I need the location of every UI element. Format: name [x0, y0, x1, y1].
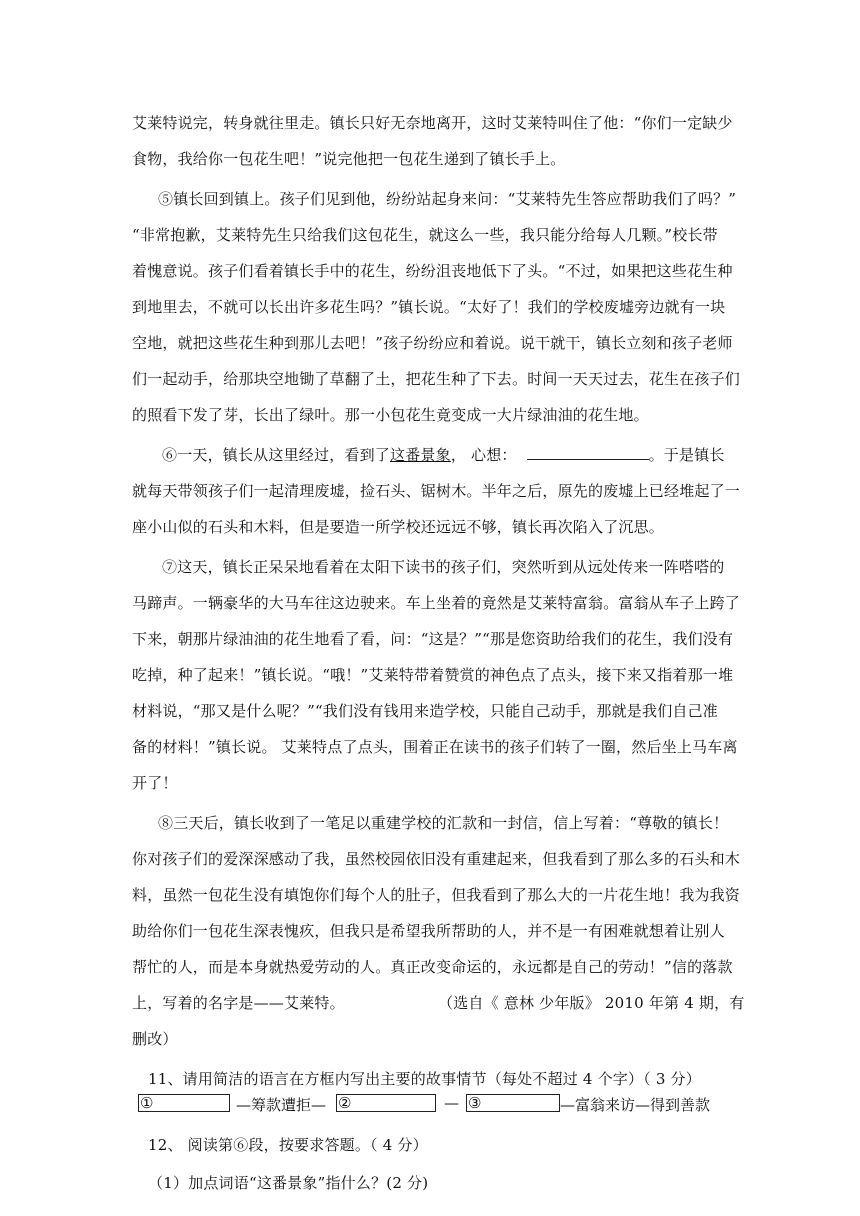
text-line: 备的材料！”镇长说。 艾莱特点了点头，围着正在读书的孩子们转了一圈，然后坐上马车离: [132, 738, 738, 756]
source-line-left: 上，写着的名字是——艾莱特。: [132, 994, 345, 1012]
source-citation: （选自《 意林 少年版》 2010 年第 4 期，有: [438, 994, 745, 1012]
text-line: 助给你们一包花生深表愧疚，但我只是希望我所帮助的人，并不是一有困难就想着让别人: [132, 922, 725, 940]
separator-text: —筹款遭拒—: [236, 1096, 327, 1114]
text-line: 到地里去，不就可以长出许多花生吗？”镇长说。“太好了！我们的学校废墟旁边就有一块: [132, 298, 726, 316]
text-line: 的照看下发了芽，长出了绿叶。那一小包花生竟变成一大片绿油油的花生地。: [132, 406, 649, 424]
text-fragment: ⑥一天，镇长从这里经过，看到了: [162, 446, 391, 464]
text-line: ⑦这天，镇长正呆呆地看着在太阳下读书的孩子们，突然听到从远处传来一阵嗒嗒的: [162, 558, 725, 576]
underlined-phrase: 这番景象: [390, 446, 451, 464]
text-line: 就每天带领孩子们一起清理废墟，捡石头、锯树木。半年之后，原先的废墟上已经堆起了一: [132, 482, 741, 500]
text-fragment: ， 心想：: [450, 446, 517, 464]
text-line: 着愧意说。孩子们看着镇长手中的花生，纷纷沮丧地低下了头。“不过，如果把这些花生种: [132, 262, 733, 280]
text-line: 你对孩子们的爱深深感动了我，虽然校园依旧没有重建起来，但我看到了那么多的石头和木: [132, 850, 741, 868]
text-line: 开了！: [132, 774, 178, 792]
text-line: 马蹄声。一辆豪华的大马车往这边驶来。车上坐着的竟然是艾莱特富翁。富翁从车子上跨了: [132, 594, 741, 612]
text-line: 下来，朝那片绿油油的花生地看了看，问：“这是？”“那是您资助给我们的花生，我们没有: [132, 630, 734, 648]
text-line: 帮忙的人，而是本身就热爱劳动的人。真正改变命运的，永远都是自己的劳动！”信的落款: [132, 958, 733, 976]
box-number: ③: [468, 1094, 482, 1112]
text-line: 食物，我给你一包花生吧！”说完他把一包花生递到了镇长手上。: [132, 150, 566, 168]
text-line: ⑧三天后，镇长收到了一笔足以重建学校的汇款和一封信，信上写着：“尊敬的镇长！: [158, 814, 729, 832]
text-line: 吃掉，种了起来！”镇长说。“哦！”艾莱特带着赞赏的神色点了点头，接下来又指着那一堆: [132, 666, 734, 684]
text-line: 材料说，“那又是什么呢？”“我们没有钱用来造学校，只能自己动手，那就是我们自己准: [132, 702, 719, 720]
text-line: 删改）: [132, 1030, 178, 1048]
text-line: ⑤镇长回到镇上。孩子们见到他，纷纷站起身来问：“艾莱特先生答应帮助我们了吗？”: [158, 190, 737, 208]
text-line: 们一起动手，给那块空地锄了草翻了土，把花生种了下去。时间一天天过去，花生在孩子们: [132, 370, 741, 388]
question-12-sub-1: （1）加点词语“这番景象”指什么？(2 分): [148, 1174, 429, 1192]
text-line: 料，虽然一包花生没有填饱你们每个人的肚子，但我看到了那么大的一片花生地！我为我资: [132, 886, 741, 904]
box-number: ②: [338, 1094, 352, 1112]
text-line: “非常抱歉，艾莱特先生只给我们这包花生，就这么一些，我只能分给每人几颗。”校长带: [132, 226, 718, 244]
separator-text: —: [444, 1094, 459, 1112]
question-12: 12、 阅读第⑥段，按要求答题。（ 4 分）: [148, 1136, 428, 1154]
text-line: 空地，就把这些花生种到那儿去吧！”孩子纷纷应和着说。说干就干，镇长立刻和孩子老师: [132, 334, 733, 352]
separator-text: —富翁来访—得到善款: [560, 1096, 711, 1114]
text-line: 艾莱特说完，转身就往里走。镇长只好无奈地离开，这时艾莱特叫住了他：“你们一定缺少: [132, 114, 733, 132]
question-11: 11、请用简洁的语言在方框内写出主要的故事情节（每处不超过 4 个字）（ 3 分）: [148, 1070, 701, 1088]
text-fragment: 。于是镇长: [648, 446, 725, 464]
text-line: 座小山似的石头和木料，但是要造一所学校还远远不够，镇长再次陷入了沉思。: [132, 518, 665, 536]
paragraph-6-line: [162, 444, 725, 465]
box-number: ①: [140, 1094, 154, 1112]
answer-blank[interactable]: [527, 445, 649, 460]
